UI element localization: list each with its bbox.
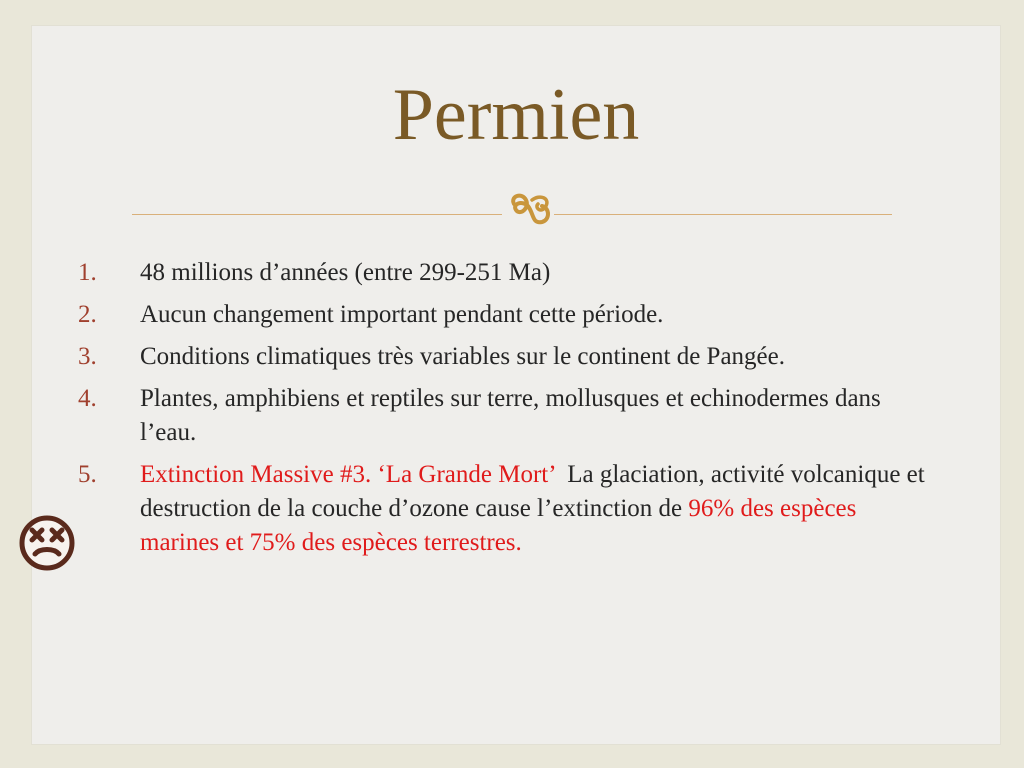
- list-item: [78, 382, 938, 450]
- divider-left: [132, 214, 502, 215]
- list-item: [78, 458, 938, 560]
- item-number: 2.: [78, 301, 97, 328]
- divider-right: [554, 214, 892, 215]
- list-item: [78, 256, 938, 290]
- item-number: 4.: [78, 385, 97, 412]
- item-number: 1.: [78, 259, 97, 286]
- item-text: Conditions climatiques très variables sur le continent de Pangée.: [140, 343, 785, 370]
- item-number: 5.: [78, 461, 97, 488]
- item-number: 3.: [78, 343, 97, 370]
- list-item: [78, 340, 938, 374]
- list-item: [78, 298, 938, 332]
- bullet-list: [78, 256, 938, 568]
- species-loss-highlight: 96% des espèces marines et 75% des espèces terrestres.: [140, 495, 857, 556]
- curl-ornament-icon: [506, 186, 554, 236]
- item-text: Aucun changement important pendant cette période.: [140, 301, 664, 328]
- extinction-highlight: Extinction Massive #3. ‘La Grande Mort’: [140, 461, 555, 488]
- slide: [32, 26, 1000, 744]
- item-text: 48 millions d’années (entre 299-251 Ma): [140, 259, 551, 286]
- item-text: [140, 458, 938, 560]
- dead-face-icon: [18, 514, 76, 572]
- item-text: Plantes, amphibiens et reptiles sur terre, mollusques et echinodermes dans l’eau.: [140, 385, 881, 446]
- page-title: Permien: [392, 74, 640, 156]
- extinction-cause-text: La glaciation, activité volcanique et destruction de la couche d’ozone cause l’extinction de: [140, 461, 931, 522]
